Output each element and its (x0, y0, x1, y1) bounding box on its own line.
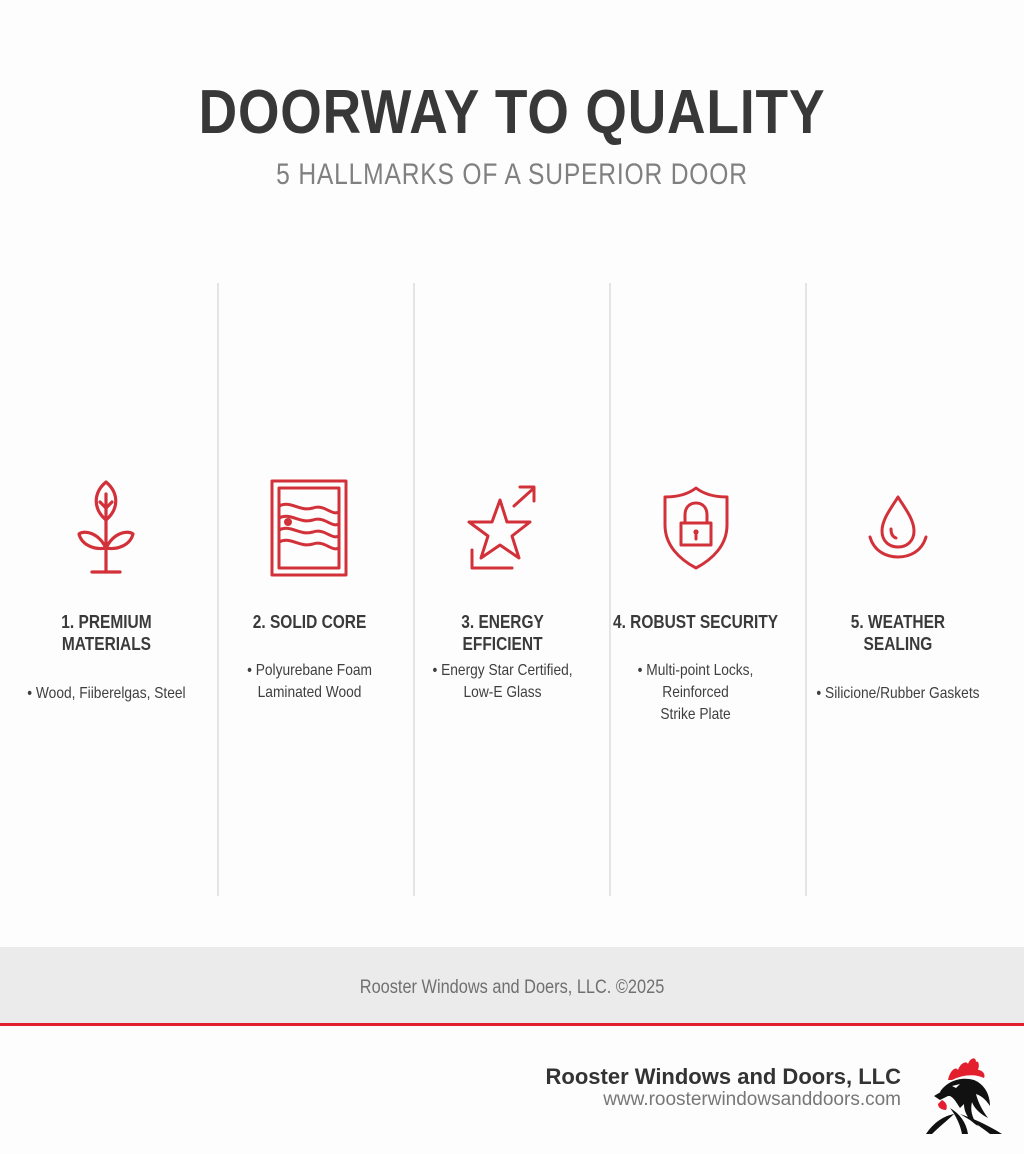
shield-lock-icon (661, 485, 731, 571)
hallmark-description: • Silicione/Rubber Gaskets (816, 685, 980, 702)
hallmark-title: 3. ENERGY EFFICIENT (461, 612, 544, 654)
hallmark-description: • Multi-point Locks, Reinforced Strike Plate (637, 662, 754, 723)
hallmark-description: • Wood, Fiiberelgas, Steel (27, 685, 186, 702)
brand-url-link[interactable]: www.roosterwindowsanddoors.com (603, 1089, 901, 1110)
hallmark-title: 2. SOLID CORE (252, 612, 367, 632)
footer-band (0, 947, 1024, 1024)
red-divider-line (0, 1023, 1024, 1026)
copyright-text: Rooster Windows and Doers, LLC. ©2025 (359, 976, 665, 998)
hallmark-solid-core (213, 283, 406, 896)
header (0, 80, 1024, 192)
hallmark-title: 4. ROBUST SECURITY (612, 612, 779, 632)
hallmark-premium-materials (0, 283, 213, 896)
hallmarks-grid (20, 283, 1004, 896)
brand-name: Rooster Windows and Doors, LLC (545, 1064, 901, 1089)
brand-block (546, 1064, 901, 1110)
hallmark-energy-efficient (406, 283, 599, 896)
solid-core-panel-icon (269, 478, 349, 578)
hallmark-robust-security (599, 283, 792, 896)
star-arrow-icon (464, 482, 540, 574)
water-drop-icon (866, 493, 930, 563)
page-subtitle: 5 HALLMARKS OF A SUPERIOR DOOR (276, 158, 748, 191)
hallmark-title: 5. WEATHER SEALING (850, 612, 946, 654)
page-title: DOORWAY TO QUALITY (198, 78, 826, 147)
hallmark-weather-sealing (792, 283, 1004, 896)
plant-sprout-icon (76, 478, 136, 578)
hallmark-description: • Polyurebane Foam Laminated Wood (246, 662, 372, 701)
rooster-logo-icon (920, 1056, 1005, 1136)
hallmark-description: • Energy Star Certified, Low-E Glass (432, 662, 573, 701)
hallmark-title: 1. PREMIUM MATERIALS (61, 612, 152, 654)
